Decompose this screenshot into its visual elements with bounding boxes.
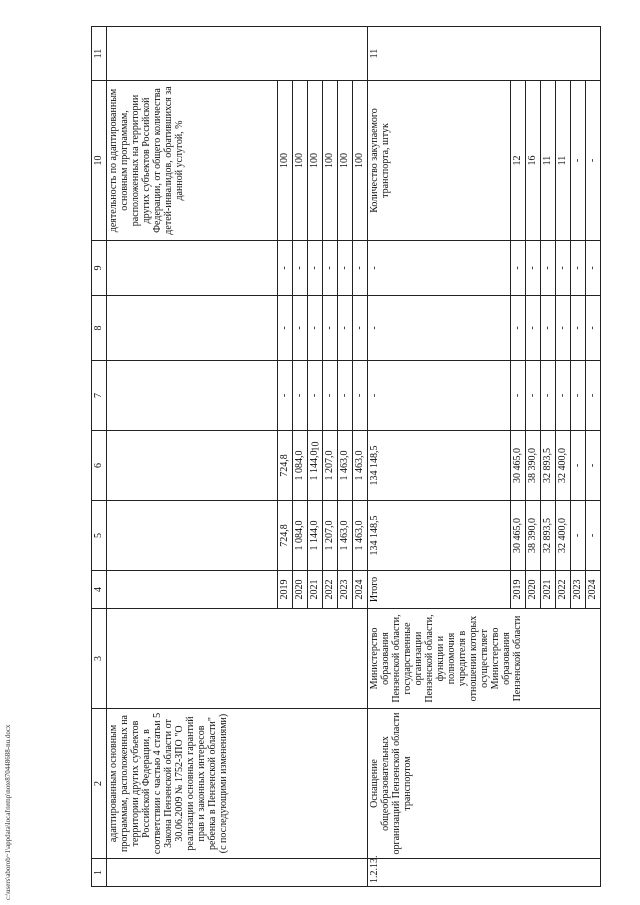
value-cell: - [586,431,601,501]
value-cell: 30 465,0 [511,431,526,501]
value-cell: - [511,361,526,431]
value-cell: - [586,241,601,296]
value-cell: 12 [511,81,526,241]
column-header-11: 11 [92,27,107,81]
value-cell: - [307,296,322,361]
value-cell: - [307,241,322,296]
program-table [91,26,601,887]
year-cell: 2023 [337,571,352,609]
value-cell: - [277,296,292,361]
row1-description: адаптированным основным программам, расположенных на территории других субъектов Российской Федерации, в соответствии с частью 4 статьи 5 Закона Пензенской области от 30.06.2009 № 1752-ЗПО "О реализации основных гарантий прав и законных интересов ребенка в Пензенской области" (с последующими изменениями) [107,709,368,859]
year-cell: 2022 [556,571,571,609]
value-cell: - [511,296,526,361]
value-cell: - [277,241,292,296]
column-header-2: 2 [92,709,107,859]
value-cell: 100 [337,81,352,241]
rotated-table-container [91,27,601,887]
column-header-6: 6 [92,431,107,501]
year-cell: 2024 [586,571,601,609]
year-cell: 2019 [511,571,526,609]
value-cell: 724,8 [277,501,292,571]
row1-col11 [107,27,368,81]
year-cell: 2021 [541,571,556,609]
value-cell: - [556,361,571,431]
value-cell: 16 [526,81,541,241]
value-cell: 1 463,0 [337,501,352,571]
value-cell: 1 084,0 [292,501,307,571]
value-cell: 38 390,0 [526,501,541,571]
total-value: - [367,241,510,296]
column-header-8: 8 [92,296,107,361]
total-value: - [367,361,510,431]
value-cell: 38 390,0 [526,431,541,501]
value-cell: - [571,431,586,501]
total-value: 134 148,5 [367,501,510,571]
value-cell: 1 207,0 [322,431,337,501]
value-cell: 32 893,5 [541,431,556,501]
table-row [367,27,510,887]
value-cell: - [307,361,322,431]
value-cell: 100 [307,81,322,241]
row2-executor: Министерство образования Пензенской области, государственные организации Пензенской области, функции и полномочия учредителя в отношении которых осуществляет Министерство образования Пензенской области [367,609,600,709]
year-cell: 2023 [571,571,586,609]
value-cell: - [322,361,337,431]
year-cell: 2021 [307,571,322,609]
value-cell: - [337,296,352,361]
value-cell: 100 [277,81,292,241]
year-cell: 2020 [292,571,307,609]
value-cell: 1 207,0 [322,501,337,571]
value-cell: - [586,501,601,571]
value-cell: - [277,361,292,431]
value-cell: 11 [541,81,556,241]
row1-executor [107,609,368,709]
value-cell: - [337,241,352,296]
value-cell: - [586,361,601,431]
column-header-3: 3 [92,609,107,709]
value-cell: - [586,81,601,241]
value-cell: 1 463,0 [352,431,367,501]
value-cell: 32 400,0 [556,501,571,571]
row1-cell-8 [107,296,278,361]
value-cell: - [292,241,307,296]
value-cell: - [571,501,586,571]
value-cell: - [337,361,352,431]
value-cell: 1 144,0 [307,501,322,571]
year-cell: 2024 [352,571,367,609]
total-value: 134 148,5 [367,431,510,501]
value-cell: - [352,241,367,296]
row2-col11: 11 [367,27,600,81]
row1-cell-9 [107,241,278,296]
value-cell: 100 [292,81,307,241]
column-header-1: 1 [92,859,107,887]
column-header-7: 7 [92,361,107,431]
value-cell: - [541,241,556,296]
year-cell: 2020 [526,571,541,609]
value-cell: - [571,241,586,296]
value-cell: - [322,241,337,296]
row1-cell-5 [107,501,278,571]
value-cell: - [556,296,571,361]
value-cell: - [541,296,556,361]
value-cell: 1 463,0 [337,431,352,501]
value-cell: 30 465,0 [511,501,526,571]
value-cell: 1 144,0 [307,431,322,501]
value-cell: - [292,361,307,431]
value-cell: - [571,361,586,431]
row1-cell-4 [107,571,278,609]
value-cell: - [352,361,367,431]
column-header-10: 10 [92,81,107,241]
year-cell: 2019 [277,571,292,609]
row1-cell-7 [107,361,278,431]
total-value: - [367,296,510,361]
column-header-5: 5 [92,501,107,571]
value-cell: - [322,296,337,361]
row2-indicator: Количество закупаемого транспорта, штук [367,81,510,241]
column-header-9: 9 [92,241,107,296]
value-cell: 724,8 [277,431,292,501]
year-cell: 2022 [322,571,337,609]
value-cell: - [352,296,367,361]
table-row [107,27,278,887]
row1-indicator: деятельность по адаптированным основным программам, расположенных на территории других субъектов Российской Федерации, от общего количества детей-инвалидов, обратившихся за данной услугой, % [107,81,278,241]
value-cell: - [511,241,526,296]
row1-number [107,859,368,887]
value-cell: - [586,296,601,361]
value-cell: - [526,361,541,431]
row2-description: Оснащение общеобразовательных организаций Пензенской области транспортом [367,709,600,859]
value-cell: 11 [556,81,571,241]
value-cell: - [556,241,571,296]
value-cell: 100 [352,81,367,241]
value-cell: - [571,81,586,241]
footer-file-path: c:\users\aborob~1\appdata\local\temp\note870448688-nu.docx [4,724,12,900]
value-cell: 32 400,0 [556,431,571,501]
value-cell: 1 084,0 [292,431,307,501]
value-cell: 100 [322,81,337,241]
value-cell: - [292,296,307,361]
row2-number: 1.2.13. [367,859,600,887]
header-row [92,27,107,887]
value-cell: - [526,296,541,361]
value-cell: - [526,241,541,296]
value-cell: - [571,296,586,361]
total-label: Итого [367,571,510,609]
row1-cell-6 [107,431,278,501]
value-cell: 32 893,5 [541,501,556,571]
value-cell: 1 463,0 [352,501,367,571]
value-cell: - [541,361,556,431]
page-number: 10 [310,441,322,452]
column-header-4: 4 [92,571,107,609]
